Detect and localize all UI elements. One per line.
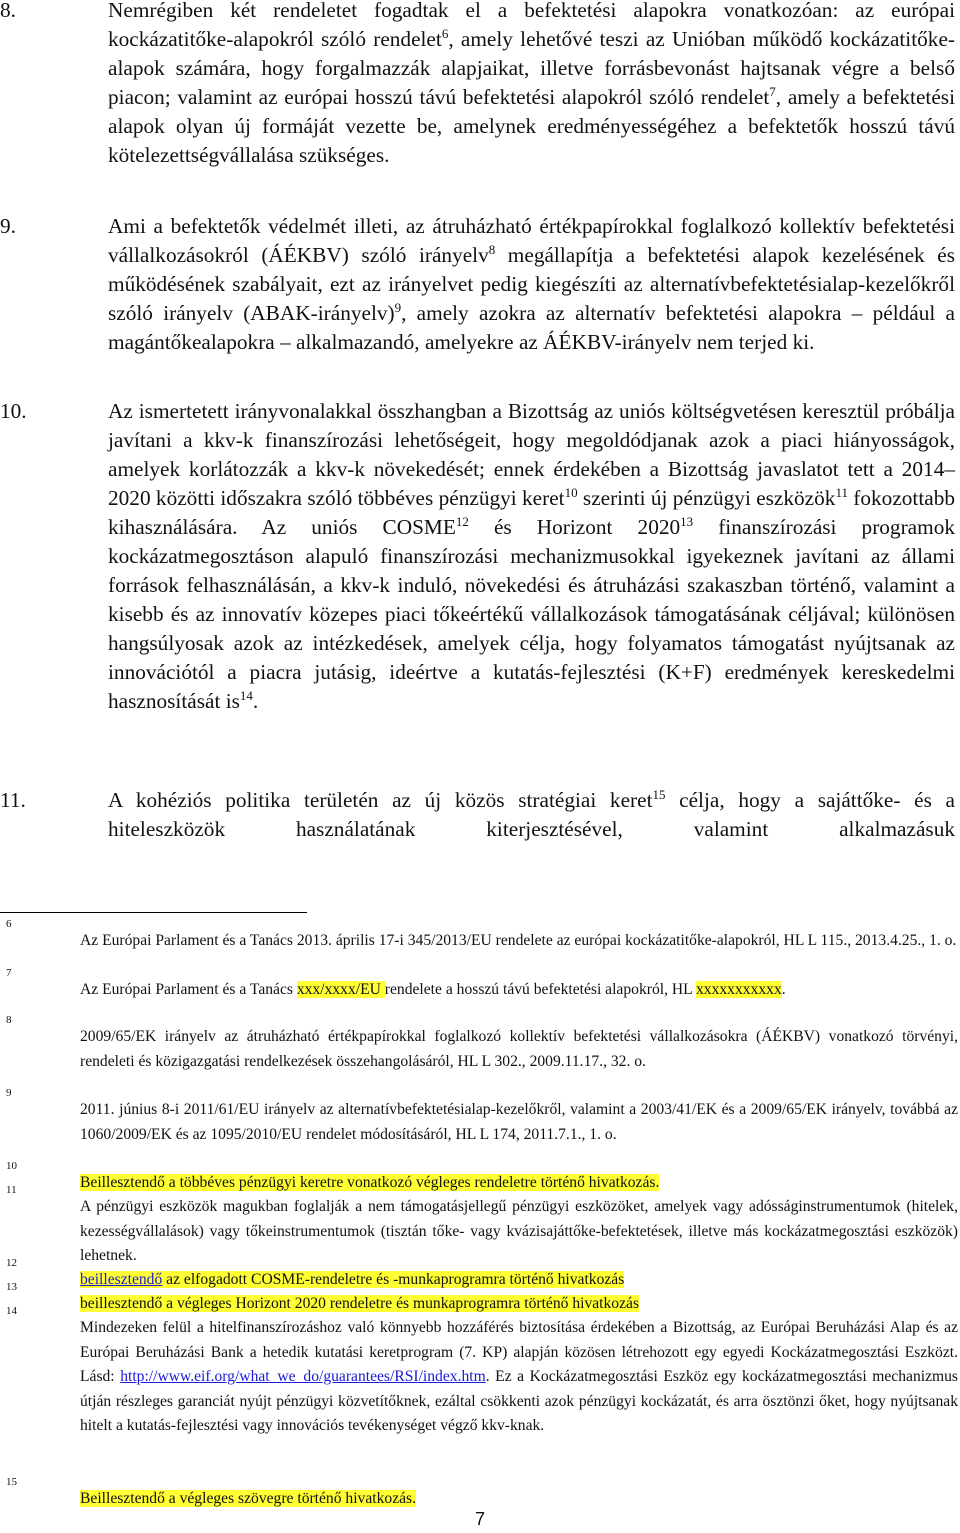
footnote-number: 6 bbox=[6, 918, 12, 930]
paragraph-text: Az ismertetett irányvonalakkal összhangban a Bizottság az uniós költségvetésen keresztül próbálja javítani a kkv-k finanszírozási lehetőségeit, hogy megoldódjanak azok a piaci hiányosságok, amelyek korlátozzák a kkv-k növekedését; ennek érdekében a Bizottság javaslatot tett a 2014–2020 közötti időszakra szóló többéves pénzügyi keret$^{10}$ szerinti új pénzügyi eszközök$^{11}$ fokozottabb kihasználására. Az uniós COSME$^{12}$ és Horizont 2020$^{13}$ finanszírozási programok kockázatmegosztáson alapuló finanszírozási mechanizmusokkal igyekeznek javítani az állami források felhasználásán, a kkv-k induló, növekedési és átruházási szakaszban történő, valamint a kisebb és az innovatív közepes piaci tőkeértékű vállalkozások támogatásának céljával; különösen hangsúlyosak azok az intézkedések, amelyek célja, hogy folyamatos támogatást nyújtsanak az innovációtól a piacra jutásig, ideértve a kutatás-fejlesztési (K+F) eredmények kereskedelmi hasznosítását $is^{14}$. bbox=[108, 399, 956, 713]
footnote-number: 13 bbox=[6, 1281, 17, 1293]
paragraph-text: A kohéziós politika területén az új közös stratégiai keret$^{15}$ célja, hogy a sajáttőke- és a hiteleszközök használatának kiterjesztésével, valamint alkalmazásuk bbox=[108, 786, 955, 841]
page-number: 7 bbox=[474, 1509, 485, 1529]
footnote-number: 10 bbox=[6, 1160, 17, 1172]
footnote-number: 7 bbox=[6, 967, 12, 979]
footnote-ref-8[interactable]: 8 bbox=[488, 241, 496, 257]
footnote-ref-15[interactable]: 15 bbox=[652, 786, 666, 802]
footnote-number: 14 bbox=[6, 1305, 17, 1317]
highlighted-placeholder: xxxxxxxxxxx bbox=[695, 981, 782, 998]
footnote-number: 9 bbox=[6, 1087, 12, 1099]
footnote-ref-14[interactable]: 14 bbox=[239, 687, 253, 703]
footnote-11 bbox=[0, 1184, 958, 1269]
footnote-6 bbox=[0, 918, 958, 954]
footnote-8 bbox=[0, 1014, 958, 1074]
paragraph-text: Nemrégiben két rendeletet fogadtak el a befektetési alapokra vonatkozóan: az európai kockázatitőke-alapokról szóló rendelet$^6$, amely lehetővé teszi az Unióban működő kockázatitőke-alapok számára, hogy forgalmazzák alapjaikat, illetve forrásbevonást hajtsanak végre a belső piacon; valamint az európai hosszú távú befektetési alapokról szóló rendelet$^7$, amely a befektetési alapok olyan új formáját vezette be, amelynek eredményességéhez a befektetők hosszú távú kötelezettségvállalása szükséges. bbox=[108, 0, 955, 167]
footnote-15 bbox=[0, 1476, 958, 1512]
footnote-text: beillesztendő az elfogadott COSME-rendeletre és -munkaprogramra történő hivatkozás bbox=[80, 1271, 625, 1288]
eif-rsi-link[interactable]: http://www.eif.org/what_we_do/guarantees/RSI/index.htm bbox=[120, 1368, 486, 1385]
footnote-ref-7[interactable]: 7 bbox=[769, 83, 776, 99]
footnote-9 bbox=[0, 1087, 958, 1147]
footnote-ref-9[interactable]: 9 bbox=[394, 299, 402, 315]
footnote-text: Beillesztendő a végleges szövegre történő hivatkozás. bbox=[80, 1490, 417, 1507]
paragraph-number: 8. bbox=[0, 0, 16, 22]
footnote-text: 2009/65/EK irányelv az átruházható értékpapírokkal foglalkozó kollektív befektetési vállalkozásokra (ÁÉKBV) vonatkozó törvényi, rendeleti és közigazgatási rendelkezések összehangolásáról, HL L 302., 2009.11.17., 32. o. bbox=[80, 1028, 958, 1070]
footnote-ref-6[interactable]: 6 bbox=[441, 25, 449, 41]
footnote-ref-10[interactable]: 10 bbox=[564, 484, 578, 500]
footnote-number: 15 bbox=[6, 1476, 17, 1488]
footnote-ref-12[interactable]: 12 bbox=[455, 513, 469, 529]
footnote-12 bbox=[0, 1257, 958, 1293]
paragraph-number: 10. bbox=[0, 399, 27, 423]
footnote-10 bbox=[0, 1160, 958, 1196]
footnote-14 bbox=[0, 1305, 958, 1439]
paragraph-10 bbox=[0, 397, 955, 716]
paragraph-8 bbox=[0, 0, 955, 170]
footnote-text: beillesztendő a végleges Horizont 2020 rendeletre és munkaprogramra történő hivatkozás bbox=[80, 1295, 640, 1312]
footnote-text: Mindezeken felül a hitelfinanszírozáshoz való könnyebb hozzáférés biztosítása érdekében a Bizottság, az Európai Beruházási Alap és az Európai Beruházási Bank a hetedik kutatási keretprogram (7. KP) alapján közösen létrehozott egy egyedi Kockázatmegosztási Eszközt. Lásd: http://www.eif.org/what_we_do/guarantees/RSI/index.htm. Ez a Kockázatmegosztási Eszköz egy kockázatmegosztási mechanizmus útján részleges garanciát nyújt pénzügyi közvetítőknek, ezáltal csökkenti azok pénzügyi kockázatát, és arra ösztönzi őket, hogy nyújtsanak hitelt a kutatás-fejlesztési vagy innovációs tevékenységet végző kkv-knak. bbox=[80, 1319, 958, 1434]
paragraph-number: 9. bbox=[0, 214, 16, 238]
footnote-text: A pénzügyi eszközök magukban foglalják a nem támogatásjellegű pénzügyi eszközöket, amelyek vagy adósságinstrumentumok (hitelek, kezességvállalások) vagy tőkeinstrumentumok (tisztán tőke- vagy kvázisajáttőke-befektetések, illetve más kockázatmegosztási eszközök) lehetnek. bbox=[80, 1198, 958, 1264]
paragraph-text: Ami a befektetők védelmét illeti, az átruházható értékpapírokkal foglalkozó kollektív befektetési vállalkozásokról (ÁÉKBV) szóló irányelv$^8$ megállapítja a befektetési alapok kezelésének és működésének szabályait, ezt az irányelvet pedig kiegészíti az alternatívbefektetésialap-kezelőkről szóló irányelv (ABAK-irányelv)$^9$, amely azokra az alternatív befektetési alapokra – például a magántőkealapokra – alkalmazandó, amelyekre az ÁÉKBV-irányelv nem terjed ki. bbox=[108, 214, 955, 354]
footnote-7 bbox=[0, 967, 958, 1003]
footnote-text: Az Európai Parlament és a Tanács 2013. április 17-i 345/2013/EU rendelete az európai kockázatitőke-alapokról, HL L 115., 2013.4.25., 1. o. bbox=[80, 932, 957, 949]
footnote-number: 8 bbox=[6, 1014, 12, 1026]
footnote-number: 11 bbox=[6, 1184, 17, 1196]
footnote-13 bbox=[0, 1281, 958, 1317]
footnote-ref-11[interactable]: 11 bbox=[835, 484, 848, 500]
highlighted-placeholder: xxx/xxxx/EU bbox=[296, 981, 385, 998]
footnote-text: 2011. június 8-i 2011/61/EU irányelv az alternatívbefektetésialap-kezelőkről, valamint a 2003/41/EK és a 2009/65/EK irányelv, továbbá az 1060/2009/EK és az 1095/2010/EU rendelet módosításáról, HL L 174, 2011.7.1., 1. o. bbox=[80, 1101, 958, 1143]
footnote-text: Az Európai Parlament és a Tanács xxx/xxxx/EU rendelete a hosszú távú befektetési alapokról, HL xxxxxxxxxxx. bbox=[80, 981, 786, 998]
paragraph-11 bbox=[0, 786, 955, 844]
footnote-ref-13[interactable]: 13 bbox=[680, 513, 694, 529]
footnote-link[interactable]: beillesztendő bbox=[80, 1271, 163, 1288]
paragraph-number: 11. bbox=[0, 788, 26, 812]
footnote-separator bbox=[0, 912, 307, 913]
footnote-number: 12 bbox=[6, 1257, 17, 1269]
paragraph-9 bbox=[0, 212, 955, 357]
footnote-text: Beillesztendő a többéves pénzügyi keretre vonatkozó végleges rendeletre történő hivatkozás. bbox=[80, 1174, 660, 1191]
